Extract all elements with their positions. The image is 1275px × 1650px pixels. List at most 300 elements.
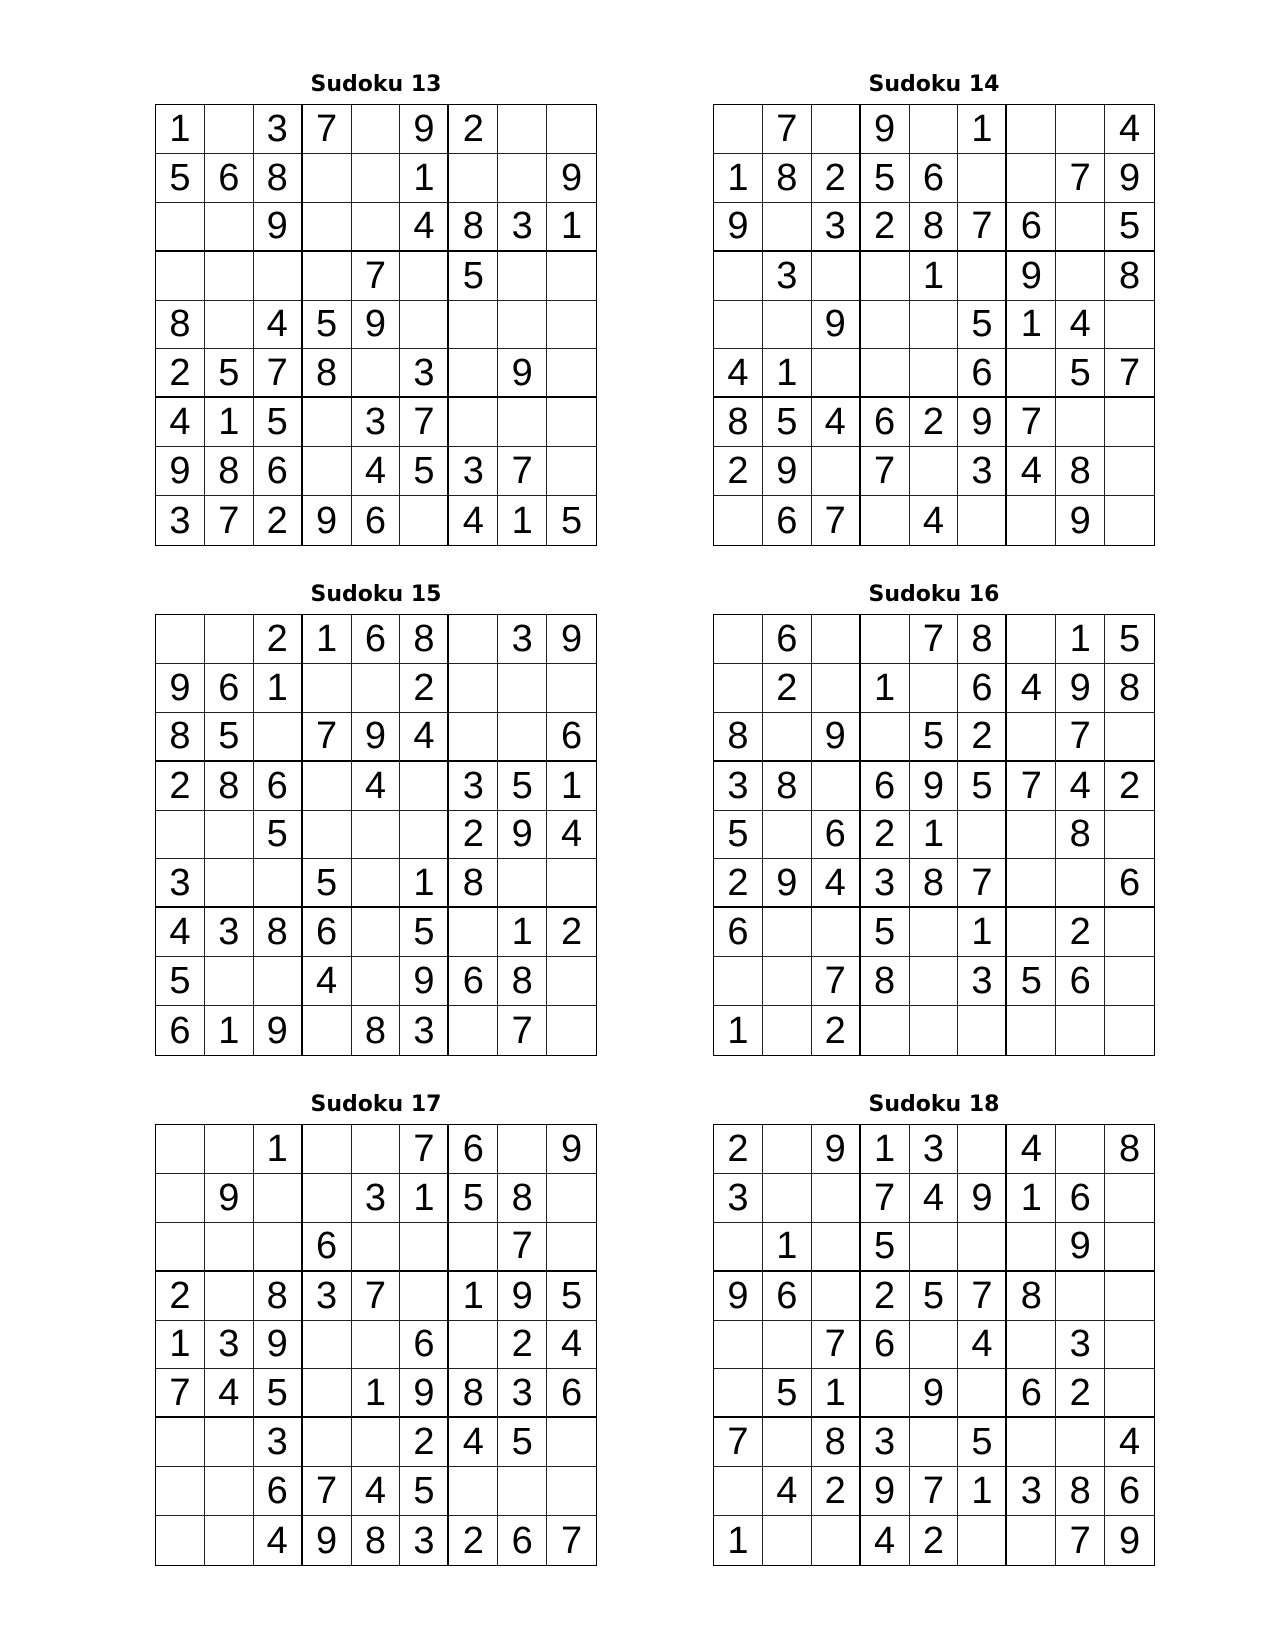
sudoku-cell: 3 [861,859,910,908]
sudoku-cell [1105,398,1154,447]
sudoku-cell: 7 [560,1519,583,1562]
sudoku-cell: 2 [812,154,861,203]
sudoku-cell: 9 [498,811,547,860]
sudoku-cell: 8 [352,1516,401,1565]
sudoku-cell: 9 [400,105,449,154]
sudoku-cell [498,154,547,203]
sudoku-cell [1007,1223,1056,1272]
sudoku-cell: 5 [156,154,205,203]
sudoku-cell [156,811,205,860]
sudoku-cell [714,664,763,713]
sudoku-cell: 3 [498,203,547,252]
sudoku-cell: 3 [352,398,401,447]
sudoku-cell [303,1321,352,1370]
sudoku-cell: 3 [352,1174,401,1223]
sudoku-cell: 4 [352,762,401,811]
sudoku-cell: 8 [1056,811,1105,860]
sudoku-grid [713,104,1155,546]
sudoku-cell: 6 [1056,1174,1105,1223]
sudoku-cell: 1 [156,105,205,154]
sudoku-cell [400,252,449,301]
sudoku-cell: 2 [547,908,596,957]
sudoku-cell [958,1006,1007,1055]
sudoku-cell [449,615,498,664]
sudoku-cell [449,664,498,713]
sudoku-cell: 4 [1105,1418,1154,1467]
sudoku-cell [812,1223,861,1272]
sudoku-cell [547,105,596,154]
sudoku-cell [812,664,861,713]
sudoku-cell [958,1516,1007,1565]
sudoku-cell [1105,713,1154,762]
sudoku-cell: 3 [1056,1321,1105,1370]
sudoku-cell: 6 [254,447,303,496]
sudoku-cell: 1 [958,908,1007,957]
puzzle-title: Sudoku 16 [868,582,1000,607]
sudoku-cell: 9 [1056,664,1105,713]
sudoku-cell: 4 [861,1516,910,1565]
puzzle-title: Sudoku 13 [310,72,442,97]
sudoku-cell: 2 [861,811,910,860]
sudoku-cell: 7 [352,1272,401,1321]
sudoku-cell [303,447,352,496]
sudoku-cell [205,1418,254,1467]
sudoku-cell [812,105,861,154]
sudoku-cell: 4 [1056,762,1105,811]
sudoku-cell [812,252,861,301]
sudoku-cell: 8 [1105,664,1154,713]
sudoku-cell [910,664,959,713]
sudoku-cell [958,496,1007,545]
sudoku-cell: 3 [812,203,861,252]
sudoku-cell [714,957,763,1006]
sudoku-cell: 4 [1105,105,1154,154]
sudoku-cell [1056,859,1105,908]
sudoku-cell [958,1125,1007,1174]
sudoku-cell [205,1467,254,1516]
sudoku-cell: 8 [498,957,547,1006]
sudoku-cell: 8 [156,713,205,762]
sudoku-cell: 4 [352,447,401,496]
sudoku-cell: 2 [714,447,763,496]
sudoku-cell: 2 [400,1418,449,1467]
sudoku-cell: 7 [958,203,1007,252]
puzzle-title: Sudoku 15 [310,582,442,607]
sudoku-cell: 3 [714,1174,763,1223]
sudoku-cell: 2 [763,664,812,713]
sudoku-cell [861,1006,910,1055]
sudoku-cell [763,1516,812,1565]
sudoku-cell: 7 [303,1467,352,1516]
sudoku-cell [303,1418,352,1467]
sudoku-cell: 1 [400,154,449,203]
sudoku-cell: 5 [714,811,763,860]
sudoku-cell: 5 [449,1174,498,1223]
sudoku-cell [1007,1418,1056,1467]
sudoku-cell [958,1223,1007,1272]
sudoku-cell [763,811,812,860]
sudoku-cell: 7 [861,447,910,496]
sudoku-cell: 5 [910,713,959,762]
sudoku-cell [205,1272,254,1321]
sudoku-cell [1007,1516,1056,1565]
sudoku-cell: 1 [958,1467,1007,1516]
sudoku-cell: 9 [303,496,352,545]
sudoku-cell [910,349,959,398]
sudoku-cell [449,349,498,398]
sudoku-cell [547,252,596,301]
sudoku-cell [352,1321,401,1370]
sudoku-cell: 4 [763,1467,812,1516]
sudoku-cell [547,957,596,1006]
sudoku-cell: 6 [1007,1369,1056,1418]
sudoku-cell [812,762,861,811]
sudoku-cell: 4 [449,496,498,545]
sudoku-cell: 8 [1056,447,1105,496]
sudoku-cell: 8 [303,349,352,398]
sudoku-cell: 1 [714,1006,763,1055]
sudoku-cell [547,1418,596,1467]
sudoku-cell: 4 [400,203,449,252]
sudoku-cell [1056,1006,1105,1055]
sudoku-cell: 3 [254,105,303,154]
sudoku-cell [498,398,547,447]
sudoku-cell: 5 [449,252,498,301]
sudoku-cell: 1 [910,811,959,860]
sudoku-cell [205,105,254,154]
sudoku-cell: 4 [1007,447,1056,496]
sudoku-cell: 5 [400,1467,449,1516]
sudoku-cell [910,908,959,957]
puzzle-title: Sudoku 17 [310,1092,442,1117]
sudoku-cell [1007,1006,1056,1055]
sudoku-cell: 2 [1056,1369,1105,1418]
sudoku-cell: 7 [1105,349,1154,398]
sudoku-cell: 6 [763,1272,812,1321]
sudoku-cell: 5 [156,957,205,1006]
sudoku-cell: 4 [910,496,959,545]
sudoku-cell [205,1125,254,1174]
sudoku-cell [763,301,812,350]
sudoku-cell: 4 [1056,301,1105,350]
sudoku-cell: 8 [498,1174,547,1223]
sudoku-cell: 7 [958,1272,1007,1321]
sudoku-cell [303,1174,352,1223]
sudoku-cell [1105,811,1154,860]
sudoku-cell: 9 [812,1125,861,1174]
sudoku-cell: 6 [812,811,861,860]
sudoku-cell [861,496,910,545]
sudoku-cell [910,1418,959,1467]
sudoku-cell: 2 [714,859,763,908]
sudoku-cell: 1 [714,154,763,203]
sudoku-cell [1056,1272,1105,1321]
sudoku-cell: 8 [254,154,303,203]
sudoku-cell: 3 [763,252,812,301]
sudoku-cell: 5 [1105,615,1154,664]
sudoku-cell: 6 [958,664,1007,713]
sudoku-cell [254,1174,303,1223]
sudoku-cell: 9 [1118,1519,1141,1562]
sudoku-cell: 5 [498,1418,547,1467]
sudoku-cell [303,762,352,811]
sudoku-cell [812,1272,861,1321]
sudoku-cell [1007,615,1056,664]
sudoku-cell: 5 [958,1418,1007,1467]
sudoku-cell [1105,908,1154,957]
sudoku-cell [763,908,812,957]
sudoku-cell [763,1125,812,1174]
sudoku-cell: 9 [861,1467,910,1516]
sudoku-cell: 2 [156,349,205,398]
sudoku-cell: 2 [958,713,1007,762]
sudoku-cell: 2 [400,664,449,713]
sudoku-cell: 2 [254,615,303,664]
sudoku-cell: 9 [861,105,910,154]
sudoku-cell [1105,301,1154,350]
sudoku-cell [352,1418,401,1467]
sudoku-cell: 9 [400,957,449,1006]
sudoku-cell [156,203,205,252]
sudoku-cell: 8 [1056,1467,1105,1516]
sudoku-cell: 5 [205,713,254,762]
sudoku-cell: 9 [547,1125,596,1174]
sudoku-cell: 4 [812,398,861,447]
sudoku-cell [449,154,498,203]
sudoku-cell [449,713,498,762]
sudoku-cell [714,252,763,301]
sudoku-cell: 5 [498,762,547,811]
sudoku-cell [449,398,498,447]
sudoku-cell: 9 [1056,496,1105,545]
sudoku-cell: 9 [156,447,205,496]
sudoku-cell [547,301,596,350]
sudoku-cell: 2 [156,762,205,811]
sudoku-cell: 8 [714,398,763,447]
sudoku-grid [155,104,597,546]
sudoku-cell: 1 [1056,615,1105,664]
sudoku-cell [958,1369,1007,1418]
sudoku-cell [1007,1321,1056,1370]
sudoku-cell: 3 [156,496,205,545]
sudoku-cell [1105,1223,1154,1272]
sudoku-cell: 7 [205,496,254,545]
sudoku-cell: 1 [498,908,547,957]
sudoku-cell [205,811,254,860]
sudoku-cell: 1 [400,1174,449,1223]
sudoku-cell [352,105,401,154]
sudoku-cell: 4 [958,1321,1007,1370]
sudoku-cell: 7 [763,105,812,154]
sudoku-cell [1056,398,1105,447]
sudoku-cell: 2 [910,1516,959,1565]
sudoku-cell [1007,154,1056,203]
sudoku-cell: 5 [303,859,352,908]
sudoku-cell [352,203,401,252]
sudoku-cell: 5 [1105,203,1154,252]
sudoku-cell [303,1369,352,1418]
sudoku-cell: 6 [910,154,959,203]
sudoku-grid [713,1124,1155,1566]
sudoku-cell: 9 [254,1321,303,1370]
sudoku-cell: 9 [352,713,401,762]
sudoku-cell [449,301,498,350]
sudoku-cell [547,1006,596,1055]
sudoku-cell: 7 [400,398,449,447]
sudoku-cell: 6 [498,1516,547,1565]
sudoku-cell: 2 [861,1272,910,1321]
sudoku-cell: 6 [861,1321,910,1370]
sudoku-cell: 8 [1105,252,1154,301]
sudoku-cell [156,1223,205,1272]
sudoku-cell [498,301,547,350]
sudoku-cell: 4 [254,301,303,350]
sudoku-cell [1105,1174,1154,1223]
sudoku-cell [303,1006,352,1055]
sudoku-cell: 7 [1007,398,1056,447]
sudoku-cell [498,1467,547,1516]
sudoku-cell: 3 [714,762,763,811]
sudoku-cell [352,349,401,398]
sudoku-cell: 4 [449,1418,498,1467]
sudoku-cell: 4 [156,908,205,957]
sudoku-cell: 7 [498,1006,547,1055]
sudoku-cell: 2 [861,203,910,252]
sudoku-cell [714,301,763,350]
sudoku-cell: 3 [1007,1467,1056,1516]
sudoku-cell [958,154,1007,203]
sudoku-cell: 3 [254,1418,303,1467]
sudoku-cell: 8 [156,301,205,350]
sudoku-cell: 7 [498,447,547,496]
sudoku-cell: 8 [1105,1125,1154,1174]
sudoku-cell: 9 [254,1006,303,1055]
sudoku-cell: 8 [910,859,959,908]
sudoku-cell [861,349,910,398]
sudoku-cell: 7 [1056,154,1105,203]
sudoku-cell [400,301,449,350]
sudoku-cell [547,398,596,447]
sudoku-cell [1056,105,1105,154]
sudoku-cell [763,1418,812,1467]
sudoku-cell: 1 [763,1223,812,1272]
sudoku-cell: 1 [254,664,303,713]
sudoku-cell [861,252,910,301]
sudoku-cell: 2 [812,1467,861,1516]
sudoku-cell [910,447,959,496]
sudoku-cell: 5 [861,1223,910,1272]
sudoku-cell: 7 [812,957,861,1006]
sudoku-cell [156,615,205,664]
sudoku-cell: 9 [498,349,547,398]
sudoku-cell [812,1516,861,1565]
sudoku-grid [155,614,597,1056]
sudoku-cell: 9 [1105,154,1154,203]
sudoku-cell: 8 [400,615,449,664]
sudoku-cell [254,1223,303,1272]
sudoku-cell: 2 [498,1321,547,1370]
sudoku-cell [547,664,596,713]
sudoku-cell [156,1174,205,1223]
sudoku-cell [910,1223,959,1272]
sudoku-cell: 5 [1007,957,1056,1006]
sudoku-cell: 2 [449,105,498,154]
sudoku-cell [763,957,812,1006]
sudoku-cell [910,105,959,154]
sudoku-cell [498,105,547,154]
sudoku-cell: 9 [547,154,596,203]
sudoku-cell [1105,1272,1154,1321]
sudoku-cell: 2 [449,1516,498,1565]
sudoku-cell: 3 [498,615,547,664]
sudoku-cell: 7 [1007,762,1056,811]
sudoku-cell: 4 [156,398,205,447]
sudoku-cell: 6 [352,496,401,545]
sudoku-cell: 9 [498,1272,547,1321]
sudoku-cell: 1 [352,1369,401,1418]
sudoku-cell: 9 [205,1174,254,1223]
sudoku-cell [763,713,812,762]
sudoku-cell: 1 [910,252,959,301]
sudoku-cell: 5 [254,398,303,447]
sudoku-cell: 1 [547,762,596,811]
sudoku-cell [303,252,352,301]
sudoku-cell: 9 [714,203,763,252]
sudoku-cell: 1 [205,1006,254,1055]
sudoku-cell: 4 [910,1174,959,1223]
sudoku-cell [254,957,303,1006]
sudoku-cell [910,957,959,1006]
sudoku-cell: 6 [254,762,303,811]
sudoku-cell [498,664,547,713]
sudoku-cell: 7 [254,349,303,398]
sudoku-cell: 9 [910,762,959,811]
sudoku-cell [156,1418,205,1467]
sudoku-cell: 9 [303,1516,352,1565]
sudoku-cell: 6 [449,1125,498,1174]
sudoku-cell: 6 [861,398,910,447]
sudoku-cell: 9 [547,615,596,664]
sudoku-cell [714,1369,763,1418]
sudoku-cell: 9 [714,1272,763,1321]
sudoku-cell: 9 [352,301,401,350]
sudoku-cell [400,496,449,545]
sudoku-cell: 2 [254,496,303,545]
sudoku-cell [449,1467,498,1516]
sudoku-cell: 6 [1105,1467,1154,1516]
sudoku-cell: 3 [498,1369,547,1418]
sudoku-cell [205,203,254,252]
sudoku-cell: 9 [763,447,812,496]
sudoku-grid [155,1124,597,1566]
sudoku-cell: 3 [449,447,498,496]
sudoku-cell [303,154,352,203]
sudoku-cell: 1 [861,664,910,713]
sudoku-cell: 7 [861,1174,910,1223]
sudoku-cell [254,859,303,908]
sudoku-cell [1007,859,1056,908]
sudoku-cell: 7 [1056,1516,1105,1565]
sudoku-cell: 3 [156,859,205,908]
sudoku-cell: 4 [205,1369,254,1418]
sudoku-cell: 2 [449,811,498,860]
sudoku-cell [400,811,449,860]
sudoku-cell: 2 [910,398,959,447]
sudoku-cell [547,1223,596,1272]
sudoku-cell [1007,349,1056,398]
sudoku-cell: 8 [910,203,959,252]
sudoku-cell [1105,1369,1154,1418]
